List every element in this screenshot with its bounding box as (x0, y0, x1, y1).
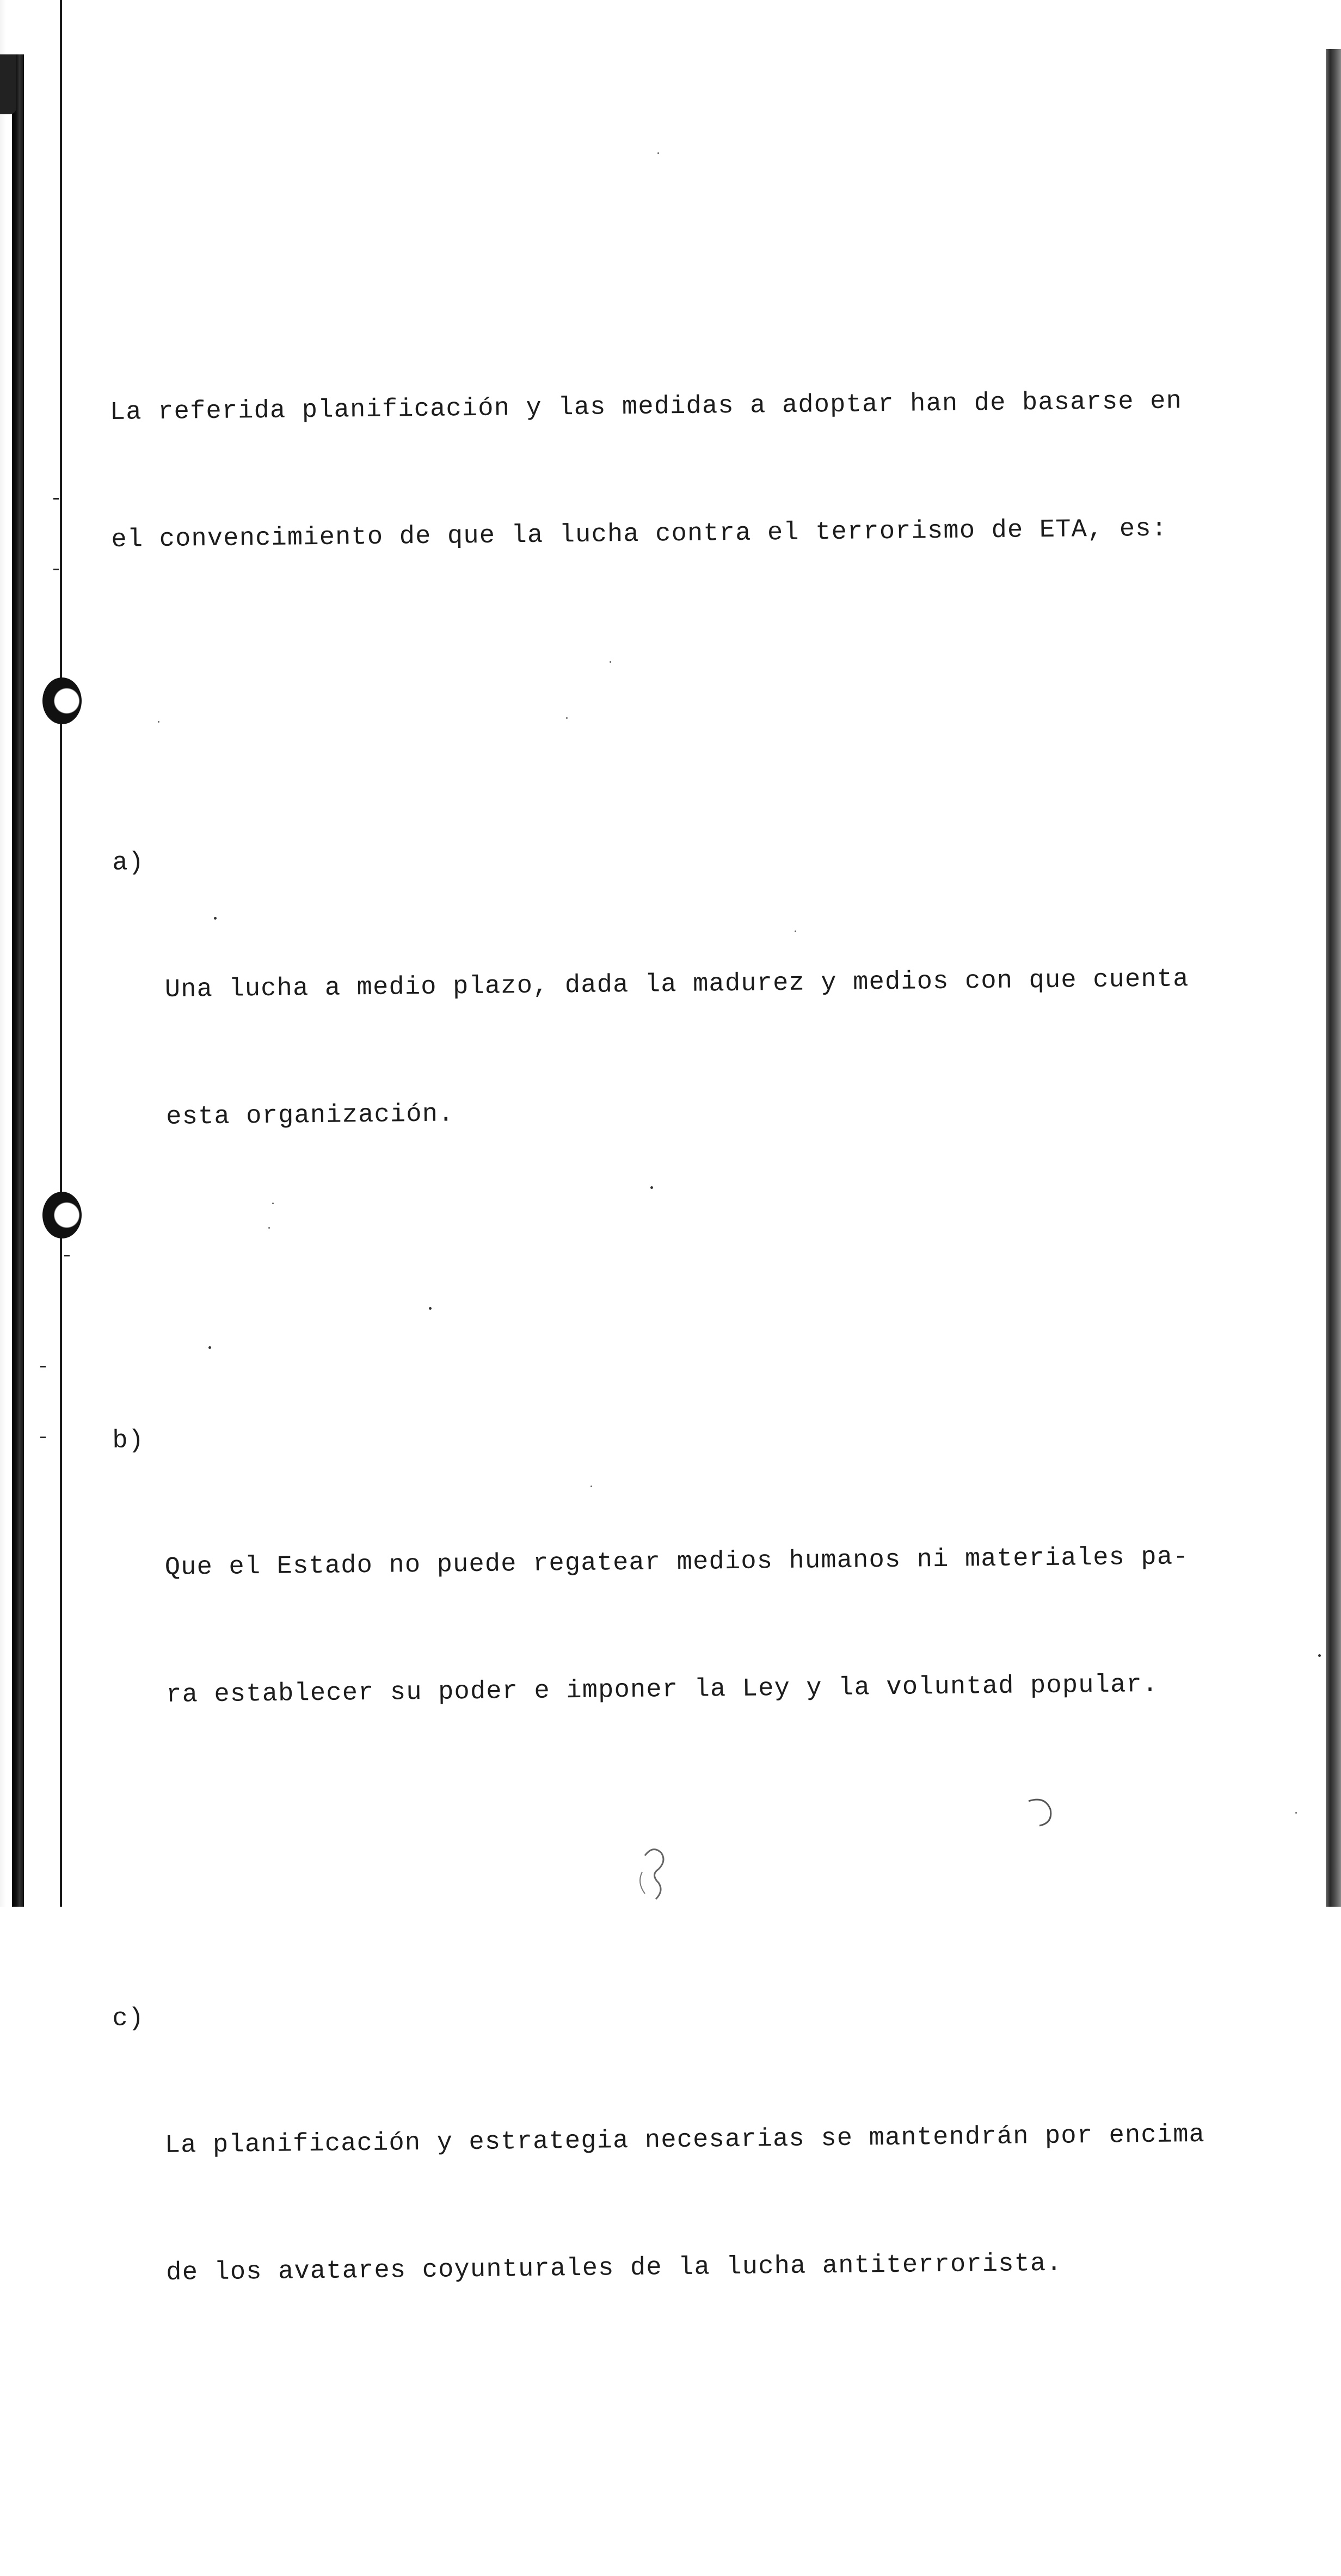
punch-hole (42, 677, 82, 724)
margin-tick (40, 1437, 46, 1438)
list-marker: a) (112, 848, 145, 878)
list-item-line: Una lucha a medio plazo, dada la madurez y medios con que cuenta (164, 965, 1189, 1004)
list-item-c (109, 1986, 1283, 2380)
list-item-line: ra establecer su poder e imponer la Ley y la voluntad popular. (166, 1670, 1159, 1710)
list-item-line: Que el Estado no puede regatear medios humanos ni materiales pa- (164, 1543, 1189, 1582)
binding-edge (0, 0, 49, 1907)
list-marker: b) (112, 1426, 145, 1456)
scan-speck (1295, 1812, 1297, 1814)
margin-tick (53, 569, 59, 570)
list-item-line: esta organización. (166, 1100, 454, 1132)
margin-tick (40, 1366, 46, 1367)
list-item-b (109, 1408, 1283, 1802)
intro-line: el convencimiento de que la lucha contra el terrorismo de ETA, es: (111, 514, 1168, 554)
scan-speck (1318, 1654, 1321, 1657)
list-marker: c) (112, 2004, 145, 2033)
margin-rule (60, 0, 62, 1907)
list-item-line: La planificación y estrategia necesarias se mantendrán por encima (164, 2120, 1205, 2160)
right-scan-edge (1326, 49, 1341, 1907)
list-item-line: de los avatares coyunturales de la lucha antiterrorista. (166, 2249, 1063, 2288)
list-item-a (109, 830, 1283, 1224)
intro-line: La referida planificación y las medidas a adoptar han de basarse en (109, 387, 1183, 427)
document-body (109, 180, 1279, 2576)
margin-tick (64, 1255, 70, 1256)
intro-paragraph (109, 294, 1282, 646)
punch-hole (42, 1192, 82, 1238)
binding-shadow-top (0, 54, 16, 114)
scan-speck (657, 152, 659, 154)
binding-shadow (12, 54, 24, 1907)
margin-tick (53, 498, 59, 500)
